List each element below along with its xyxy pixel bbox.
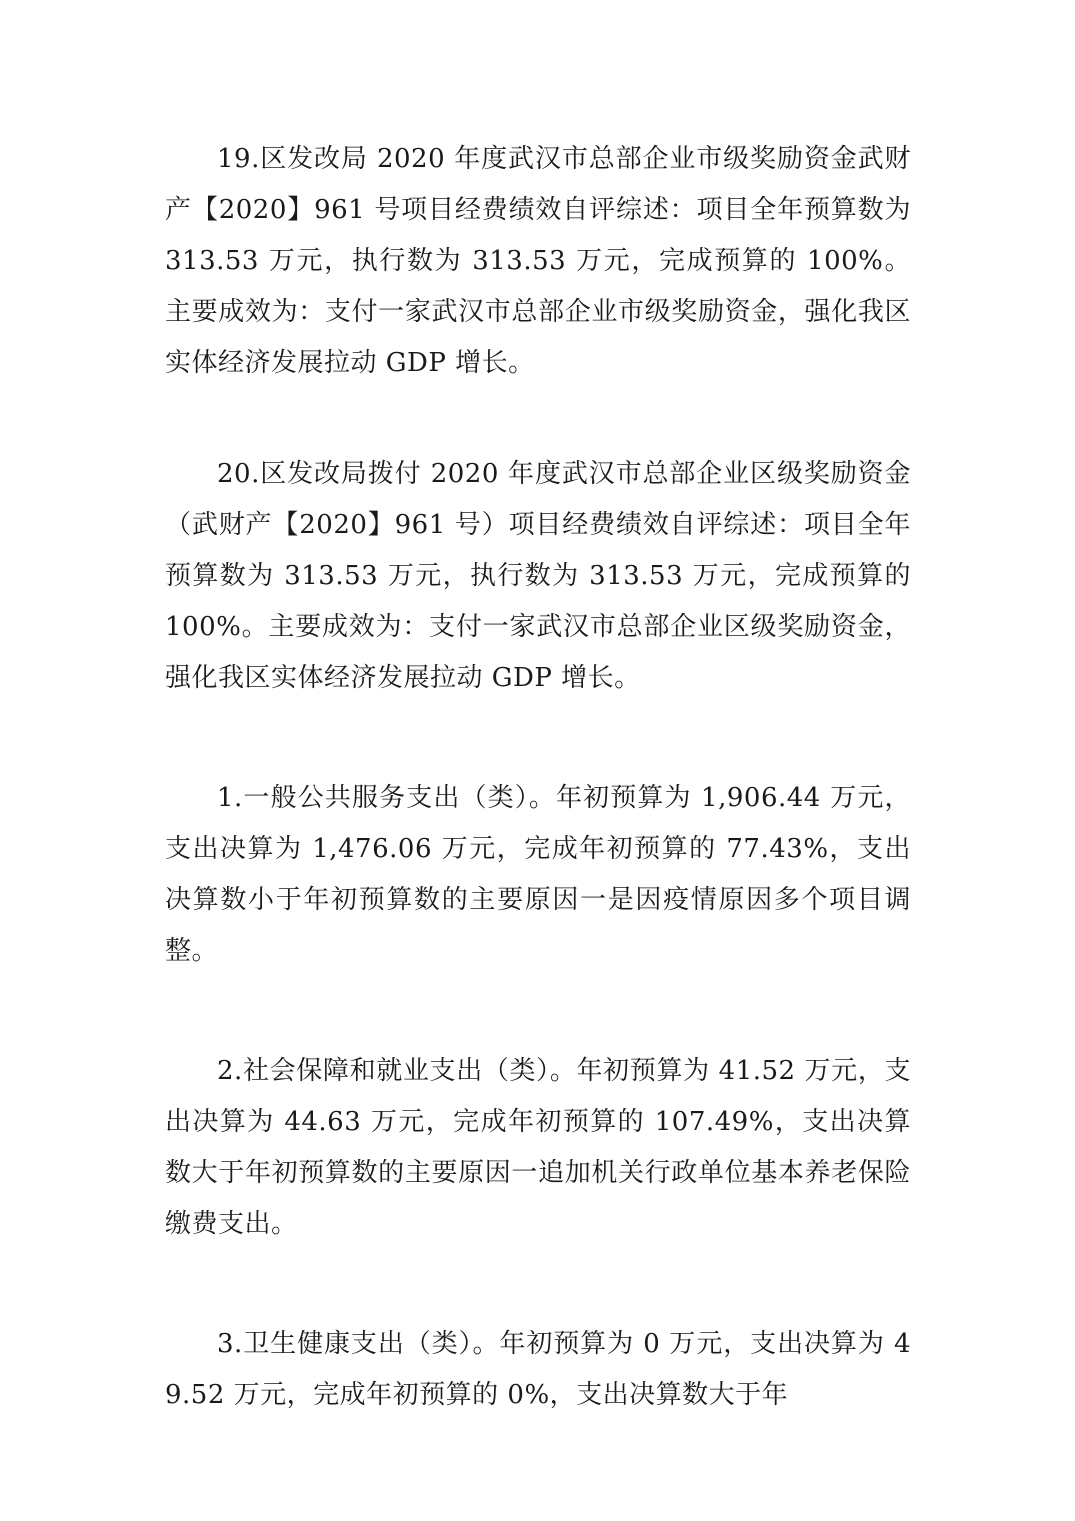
paragraph-20-hq-district-award: 20.区发改局拨付 2020 年度武汉市总部企业区级奖励资金（武财产【2020】961 号）项目经费绩效自评综述：项目全年预算数为 313.53 万元，执行数为 313.53 万元，完成预算的 100%。主要成效为：支付一家武汉市总部企业区级奖励资金，强化我区实体经济发展拉动 GDP 增长。	[165, 459, 911, 693]
paragraph-social-security-employment: 2.社会保障和就业支出（类）。年初预算为 41.52 万元，支出决算为 44.63 万元，完成年初预算的 107.49%，支出决算数大于年初预算数的主要原因一追加机关行政单位基本养老保险缴费支出。	[165, 1056, 911, 1239]
paragraph-general-public-services: 1.一般公共服务支出（类）。年初预算为 1,906.44 万元，支出决算为 1,476.06 万元，完成年初预算的 77.43%，支出决算数小于年初预算数的主要原因一是因疫情原因多个项目调整。	[165, 783, 911, 966]
paragraph-19-hq-municipal-award: 19.区发改局 2020 年度武汉市总部企业市级奖励资金武财产【2020】961 号项目经费绩效自评综述：项目全年预算数为 313.53 万元，执行数为 313.53 万元，完成预算的 100%。主要成效为：支付一家武汉市总部企业市级奖励资金，强化我区实体经济发展拉动 GDP 增长。	[165, 144, 911, 378]
paragraph-health-expenditure: 3.卫生健康支出（类）。年初预算为 0 万元，支出决算为 49.52 万元，完成年初预算的 0%，支出决算数大于年	[165, 1329, 911, 1410]
document-page	[165, 134, 911, 1421]
